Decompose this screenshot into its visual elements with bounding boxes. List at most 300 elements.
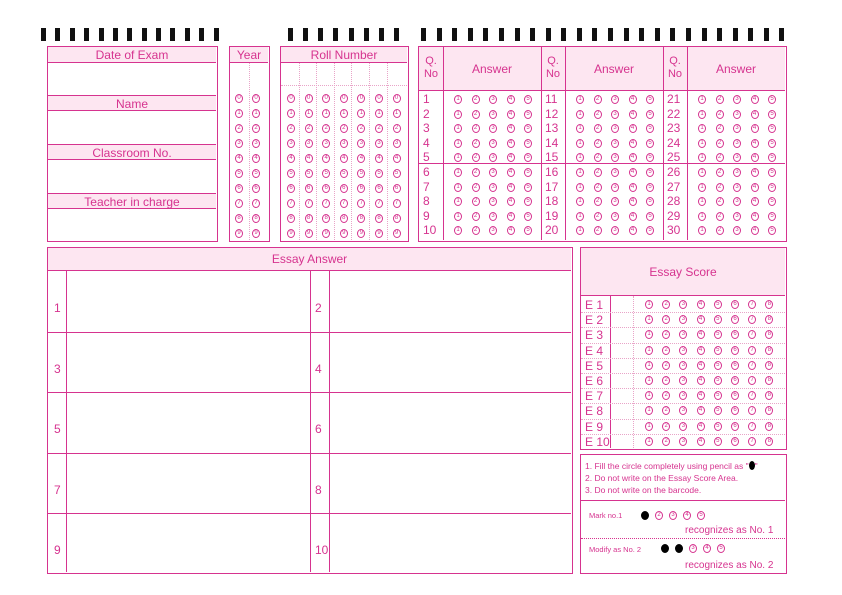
essay-score-bubble[interactable]: 1 — [645, 361, 653, 370]
roll-digit-bubble[interactable]: 0 — [375, 94, 383, 103]
answer-bubble[interactable]: 3 — [733, 197, 741, 206]
answer-bubble[interactable]: 1 — [454, 124, 462, 133]
roll-digit-bubble[interactable]: 5 — [322, 169, 330, 178]
essay-score-bubble[interactable]: 5 — [714, 300, 722, 309]
roll-digit-bubble[interactable]: 9 — [393, 229, 401, 238]
answer-bubble[interactable]: 1 — [576, 139, 584, 148]
roll-digit-bubble[interactable]: 3 — [305, 139, 313, 148]
year-digit-bubble[interactable]: 9 — [235, 229, 243, 238]
answer-bubble[interactable]: 2 — [472, 153, 480, 162]
essay-score-bubble[interactable]: 5 — [714, 315, 722, 324]
answer-bubble[interactable]: 5 — [646, 212, 654, 221]
answer-bubble[interactable]: 3 — [611, 212, 619, 221]
answer-bubble[interactable]: 4 — [507, 153, 515, 162]
answer-bubble[interactable]: 5 — [524, 139, 532, 148]
answer-bubble[interactable]: 2 — [716, 226, 724, 235]
roll-digit-bubble[interactable]: 6 — [322, 184, 330, 193]
essay-answer-field[interactable] — [67, 513, 309, 574]
essay-score-bubble[interactable]: 4 — [697, 361, 705, 370]
answer-bubble[interactable]: 4 — [507, 212, 515, 221]
answer-bubble[interactable]: 5 — [768, 153, 776, 162]
answer-bubble[interactable]: 2 — [594, 124, 602, 133]
answer-bubble[interactable]: 4 — [751, 212, 759, 221]
answer-bubble[interactable]: 3 — [489, 212, 497, 221]
roll-digit-bubble[interactable]: 0 — [340, 94, 348, 103]
roll-digit-bubble[interactable]: 7 — [375, 199, 383, 208]
answer-bubble[interactable]: 1 — [576, 197, 584, 206]
essay-score-bubble[interactable]: 1 — [645, 376, 653, 385]
roll-digit-bubble[interactable]: 7 — [287, 199, 295, 208]
essay-answer-field[interactable] — [67, 453, 309, 514]
example-bubble[interactable]: 5 — [717, 544, 725, 553]
roll-digit-bubble[interactable]: 4 — [340, 154, 348, 163]
answer-bubble[interactable]: 2 — [594, 153, 602, 162]
essay-score-bubble[interactable]: 7 — [748, 422, 756, 431]
essay-answer-field[interactable] — [330, 453, 572, 514]
essay-score-bubble[interactable]: 4 — [697, 346, 705, 355]
roll-digit-bubble[interactable]: 9 — [305, 229, 313, 238]
answer-bubble[interactable]: 4 — [629, 197, 637, 206]
essay-score-bubble[interactable]: 1 — [645, 300, 653, 309]
roll-digit-bubble[interactable]: 4 — [393, 154, 401, 163]
essay-score-bubble[interactable]: 6 — [731, 346, 739, 355]
essay-score-bubble[interactable]: 4 — [697, 437, 705, 446]
answer-bubble[interactable]: 3 — [733, 168, 741, 177]
essay-answer-field[interactable] — [67, 392, 309, 453]
answer-bubble[interactable]: 3 — [733, 183, 741, 192]
roll-digit-bubble[interactable]: 2 — [340, 124, 348, 133]
essay-score-bubble[interactable]: 5 — [714, 330, 722, 339]
answer-bubble[interactable]: 2 — [472, 197, 480, 206]
answer-bubble[interactable]: 5 — [646, 95, 654, 104]
answer-bubble[interactable]: 5 — [524, 212, 532, 221]
example-bubble[interactable]: 3 — [669, 511, 677, 520]
answer-bubble[interactable]: 3 — [489, 95, 497, 104]
roll-digit-bubble[interactable]: 4 — [357, 154, 365, 163]
essay-score-bubble[interactable]: 4 — [697, 300, 705, 309]
answer-bubble[interactable]: 4 — [629, 183, 637, 192]
roll-digit-bubble[interactable]: 3 — [393, 139, 401, 148]
year-digit-bubble[interactable]: 6 — [235, 184, 243, 193]
essay-score-bubble[interactable]: 6 — [731, 437, 739, 446]
answer-bubble[interactable]: 4 — [507, 183, 515, 192]
essay-score-bubble[interactable]: 2 — [662, 346, 670, 355]
answer-bubble[interactable]: 4 — [751, 124, 759, 133]
answer-bubble[interactable]: 1 — [454, 110, 462, 119]
answer-bubble[interactable]: 2 — [472, 226, 480, 235]
year-digit-bubble[interactable]: 7 — [252, 199, 260, 208]
essay-score-bubble[interactable]: 2 — [662, 422, 670, 431]
answer-bubble[interactable]: 5 — [768, 139, 776, 148]
answer-bubble[interactable]: 5 — [768, 183, 776, 192]
essay-score-bubble[interactable]: 4 — [697, 422, 705, 431]
roll-digit-bubble[interactable]: 2 — [393, 124, 401, 133]
roll-digit-bubble[interactable]: 8 — [305, 214, 313, 223]
answer-bubble[interactable]: 1 — [576, 183, 584, 192]
answer-bubble[interactable]: 5 — [646, 197, 654, 206]
answer-bubble[interactable]: 4 — [629, 153, 637, 162]
answer-bubble[interactable]: 1 — [576, 212, 584, 221]
example-bubble[interactable]: 3 — [689, 544, 697, 553]
essay-score-bubble[interactable]: 5 — [714, 346, 722, 355]
roll-digit-bubble[interactable]: 1 — [305, 109, 313, 118]
roll-digit-bubble[interactable]: 0 — [305, 94, 313, 103]
essay-score-bubble[interactable]: 6 — [731, 376, 739, 385]
answer-bubble[interactable]: 3 — [611, 197, 619, 206]
roll-digit-bubble[interactable]: 8 — [357, 214, 365, 223]
year-digit-bubble[interactable]: 0 — [252, 94, 260, 103]
roll-digit-bubble[interactable]: 6 — [340, 184, 348, 193]
essay-score-bubble[interactable]: 3 — [679, 437, 687, 446]
answer-bubble[interactable]: 4 — [507, 168, 515, 177]
example-bubble[interactable]: 2 — [655, 511, 663, 520]
answer-bubble[interactable]: 2 — [594, 226, 602, 235]
roll-digit-bubble[interactable]: 7 — [393, 199, 401, 208]
answer-bubble[interactable]: 5 — [646, 168, 654, 177]
answer-bubble[interactable]: 3 — [489, 139, 497, 148]
answer-bubble[interactable]: 3 — [611, 139, 619, 148]
answer-bubble[interactable]: 4 — [629, 95, 637, 104]
answer-bubble[interactable]: 5 — [646, 139, 654, 148]
answer-bubble[interactable]: 1 — [454, 197, 462, 206]
essay-score-bubble[interactable]: 6 — [731, 300, 739, 309]
answer-bubble[interactable]: 5 — [524, 110, 532, 119]
date-of-exam-field[interactable] — [48, 63, 216, 96]
essay-score-bubble[interactable]: 2 — [662, 391, 670, 400]
essay-score-bubble[interactable]: 3 — [679, 315, 687, 324]
essay-score-bubble[interactable]: 1 — [645, 437, 653, 446]
answer-bubble[interactable]: 3 — [611, 110, 619, 119]
roll-digit-bubble[interactable]: 7 — [340, 199, 348, 208]
essay-score-bubble[interactable]: 3 — [679, 346, 687, 355]
answer-bubble[interactable]: 4 — [507, 139, 515, 148]
year-digit-bubble[interactable]: 3 — [252, 139, 260, 148]
year-digit-bubble[interactable]: 4 — [252, 154, 260, 163]
essay-score-bubble[interactable]: 4 — [697, 330, 705, 339]
answer-bubble[interactable]: 5 — [768, 226, 776, 235]
answer-bubble[interactable]: 2 — [472, 168, 480, 177]
year-digit-bubble[interactable]: 1 — [252, 109, 260, 118]
answer-bubble[interactable]: 1 — [576, 153, 584, 162]
essay-score-bubble[interactable]: 3 — [679, 361, 687, 370]
example-bubble[interactable]: 4 — [683, 511, 691, 520]
answer-bubble[interactable]: 4 — [751, 95, 759, 104]
roll-digit-bubble[interactable]: 5 — [357, 169, 365, 178]
answer-bubble[interactable]: 2 — [716, 95, 724, 104]
classroom-field[interactable] — [48, 160, 216, 193]
answer-bubble[interactable]: 3 — [489, 168, 497, 177]
answer-bubble[interactable]: 1 — [576, 124, 584, 133]
essay-score-bubble[interactable]: 7 — [748, 346, 756, 355]
example-bubble[interactable]: 4 — [703, 544, 711, 553]
essay-score-bubble[interactable]: 4 — [697, 315, 705, 324]
roll-digit-bubble[interactable]: 2 — [305, 124, 313, 133]
answer-bubble[interactable]: 5 — [768, 95, 776, 104]
essay-score-bubble[interactable]: 5 — [714, 391, 722, 400]
essay-score-bubble[interactable]: 7 — [748, 391, 756, 400]
roll-digit-bubble[interactable]: 5 — [393, 169, 401, 178]
roll-digit-bubble[interactable]: 7 — [322, 199, 330, 208]
answer-bubble[interactable]: 5 — [524, 95, 532, 104]
essay-score-bubble[interactable]: 3 — [679, 300, 687, 309]
answer-bubble[interactable]: 5 — [524, 226, 532, 235]
answer-bubble[interactable]: 1 — [576, 110, 584, 119]
answer-bubble[interactable]: 2 — [472, 183, 480, 192]
answer-bubble[interactable]: 2 — [472, 110, 480, 119]
roll-digit-bubble[interactable]: 2 — [322, 124, 330, 133]
year-digit-bubble[interactable]: 3 — [235, 139, 243, 148]
essay-score-bubble[interactable]: 8 — [765, 315, 773, 324]
answer-bubble[interactable]: 3 — [611, 183, 619, 192]
roll-digit-bubble[interactable]: 3 — [322, 139, 330, 148]
essay-score-bubble[interactable]: 5 — [714, 376, 722, 385]
essay-score-bubble[interactable]: 1 — [645, 346, 653, 355]
answer-bubble[interactable]: 2 — [716, 110, 724, 119]
answer-bubble[interactable]: 2 — [594, 183, 602, 192]
roll-digit-bubble[interactable]: 9 — [287, 229, 295, 238]
year-digit-bubble[interactable]: 5 — [252, 169, 260, 178]
roll-digit-bubble[interactable]: 7 — [305, 199, 313, 208]
answer-bubble[interactable]: 2 — [594, 110, 602, 119]
answer-bubble[interactable]: 2 — [472, 124, 480, 133]
essay-score-bubble[interactable]: 2 — [662, 406, 670, 415]
roll-digit-bubble[interactable]: 0 — [287, 94, 295, 103]
essay-score-bubble[interactable]: 4 — [697, 406, 705, 415]
essay-score-bubble[interactable]: 8 — [765, 376, 773, 385]
essay-score-bubble[interactable]: 1 — [645, 422, 653, 431]
answer-bubble[interactable]: 3 — [489, 197, 497, 206]
year-digit-bubble[interactable]: 7 — [235, 199, 243, 208]
answer-bubble[interactable]: 5 — [524, 153, 532, 162]
roll-digit-bubble[interactable]: 5 — [287, 169, 295, 178]
answer-bubble[interactable]: 5 — [768, 212, 776, 221]
answer-bubble[interactable]: 4 — [507, 124, 515, 133]
answer-bubble[interactable]: 3 — [611, 153, 619, 162]
answer-bubble[interactable]: 1 — [698, 197, 706, 206]
essay-score-bubble[interactable]: 3 — [679, 330, 687, 339]
answer-bubble[interactable]: 5 — [646, 183, 654, 192]
answer-bubble[interactable]: 3 — [733, 226, 741, 235]
roll-digit-bubble[interactable]: 3 — [287, 139, 295, 148]
answer-bubble[interactable]: 2 — [716, 168, 724, 177]
answer-bubble[interactable]: 4 — [751, 197, 759, 206]
answer-bubble[interactable]: 3 — [733, 153, 741, 162]
roll-digit-bubble[interactable]: 0 — [393, 94, 401, 103]
answer-bubble[interactable]: 4 — [507, 226, 515, 235]
essay-score-bubble[interactable]: 8 — [765, 406, 773, 415]
example-bubble[interactable]: 5 — [697, 511, 705, 520]
essay-score-bubble[interactable]: 7 — [748, 300, 756, 309]
roll-digit-bubble[interactable]: 8 — [340, 214, 348, 223]
essay-score-bubble[interactable]: 2 — [662, 315, 670, 324]
essay-score-bubble[interactable]: 6 — [731, 406, 739, 415]
answer-bubble[interactable]: 1 — [454, 139, 462, 148]
roll-digit-bubble[interactable]: 8 — [322, 214, 330, 223]
answer-bubble[interactable]: 4 — [751, 153, 759, 162]
essay-score-bubble[interactable]: 5 — [714, 422, 722, 431]
essay-score-bubble[interactable]: 6 — [731, 361, 739, 370]
answer-bubble[interactable]: 4 — [507, 110, 515, 119]
roll-digit-bubble[interactable]: 6 — [375, 184, 383, 193]
roll-digit-bubble[interactable]: 3 — [340, 139, 348, 148]
example-bubble[interactable] — [661, 544, 669, 553]
answer-bubble[interactable]: 1 — [576, 226, 584, 235]
essay-score-bubble[interactable]: 8 — [765, 346, 773, 355]
essay-score-bubble[interactable]: 4 — [697, 376, 705, 385]
answer-bubble[interactable]: 4 — [751, 110, 759, 119]
essay-score-bubble[interactable]: 6 — [731, 391, 739, 400]
essay-score-bubble[interactable]: 3 — [679, 406, 687, 415]
year-digit-bubble[interactable]: 0 — [235, 94, 243, 103]
answer-bubble[interactable]: 3 — [489, 226, 497, 235]
year-digit-bubble[interactable]: 8 — [252, 214, 260, 223]
essay-score-bubble[interactable]: 6 — [731, 330, 739, 339]
essay-score-bubble[interactable]: 8 — [765, 361, 773, 370]
answer-bubble[interactable]: 5 — [768, 168, 776, 177]
answer-bubble[interactable]: 3 — [489, 153, 497, 162]
answer-bubble[interactable]: 3 — [733, 212, 741, 221]
roll-digit-bubble[interactable]: 1 — [287, 109, 295, 118]
essay-score-bubble[interactable]: 7 — [748, 437, 756, 446]
essay-score-bubble[interactable]: 5 — [714, 406, 722, 415]
answer-bubble[interactable]: 5 — [646, 124, 654, 133]
roll-digit-bubble[interactable]: 9 — [357, 229, 365, 238]
roll-digit-bubble[interactable]: 2 — [357, 124, 365, 133]
essay-score-bubble[interactable]: 3 — [679, 422, 687, 431]
roll-digit-bubble[interactable]: 8 — [393, 214, 401, 223]
roll-digit-bubble[interactable]: 3 — [375, 139, 383, 148]
answer-bubble[interactable]: 3 — [611, 168, 619, 177]
name-field[interactable] — [48, 111, 216, 144]
answer-bubble[interactable]: 5 — [768, 124, 776, 133]
roll-digit-bubble[interactable]: 6 — [305, 184, 313, 193]
answer-bubble[interactable]: 2 — [716, 183, 724, 192]
roll-digit-bubble[interactable]: 0 — [322, 94, 330, 103]
answer-bubble[interactable]: 1 — [576, 95, 584, 104]
answer-bubble[interactable]: 5 — [524, 168, 532, 177]
roll-digit-bubble[interactable]: 1 — [322, 109, 330, 118]
roll-digit-bubble[interactable]: 5 — [375, 169, 383, 178]
answer-bubble[interactable]: 1 — [698, 153, 706, 162]
answer-bubble[interactable]: 3 — [611, 124, 619, 133]
essay-score-bubble[interactable]: 7 — [748, 406, 756, 415]
answer-bubble[interactable]: 4 — [629, 226, 637, 235]
answer-bubble[interactable]: 5 — [768, 110, 776, 119]
roll-digit-bubble[interactable]: 6 — [357, 184, 365, 193]
essay-score-bubble[interactable]: 7 — [748, 361, 756, 370]
answer-bubble[interactable]: 3 — [489, 110, 497, 119]
essay-score-bubble[interactable]: 8 — [765, 300, 773, 309]
answer-bubble[interactable]: 1 — [698, 226, 706, 235]
essay-score-bubble[interactable]: 1 — [645, 330, 653, 339]
roll-digit-bubble[interactable]: 7 — [357, 199, 365, 208]
answer-bubble[interactable]: 4 — [751, 183, 759, 192]
year-digit-bubble[interactable]: 5 — [235, 169, 243, 178]
essay-answer-field[interactable] — [67, 332, 309, 393]
answer-bubble[interactable]: 2 — [716, 197, 724, 206]
answer-bubble[interactable]: 4 — [751, 139, 759, 148]
answer-bubble[interactable]: 1 — [698, 124, 706, 133]
answer-bubble[interactable]: 4 — [507, 95, 515, 104]
answer-bubble[interactable]: 4 — [629, 168, 637, 177]
answer-bubble[interactable]: 5 — [768, 197, 776, 206]
roll-digit-bubble[interactable]: 9 — [322, 229, 330, 238]
roll-digit-bubble[interactable]: 9 — [375, 229, 383, 238]
answer-bubble[interactable]: 3 — [733, 139, 741, 148]
answer-bubble[interactable]: 1 — [698, 95, 706, 104]
answer-bubble[interactable]: 2 — [594, 139, 602, 148]
answer-bubble[interactable]: 3 — [489, 183, 497, 192]
year-digit-bubble[interactable]: 8 — [235, 214, 243, 223]
answer-bubble[interactable]: 1 — [454, 168, 462, 177]
essay-score-bubble[interactable]: 1 — [645, 391, 653, 400]
answer-bubble[interactable]: 2 — [594, 95, 602, 104]
answer-bubble[interactable]: 2 — [716, 153, 724, 162]
answer-bubble[interactable]: 2 — [594, 212, 602, 221]
answer-bubble[interactable]: 3 — [733, 110, 741, 119]
answer-bubble[interactable]: 5 — [646, 110, 654, 119]
answer-bubble[interactable]: 4 — [629, 212, 637, 221]
answer-bubble[interactable]: 1 — [698, 110, 706, 119]
answer-bubble[interactable]: 2 — [716, 124, 724, 133]
year-digit-bubble[interactable]: 9 — [252, 229, 260, 238]
answer-bubble[interactable]: 1 — [454, 183, 462, 192]
essay-score-bubble[interactable]: 6 — [731, 422, 739, 431]
year-digit-bubble[interactable]: 2 — [235, 124, 243, 133]
answer-bubble[interactable]: 3 — [611, 95, 619, 104]
roll-digit-bubble[interactable]: 2 — [287, 124, 295, 133]
answer-bubble[interactable]: 3 — [611, 226, 619, 235]
answer-bubble[interactable]: 5 — [646, 226, 654, 235]
roll-digit-bubble[interactable]: 1 — [393, 109, 401, 118]
roll-digit-bubble[interactable]: 8 — [287, 214, 295, 223]
essay-score-bubble[interactable]: 8 — [765, 391, 773, 400]
answer-bubble[interactable]: 2 — [594, 197, 602, 206]
essay-score-bubble[interactable]: 6 — [731, 315, 739, 324]
essay-score-bubble[interactable]: 2 — [662, 376, 670, 385]
roll-digit-bubble[interactable]: 1 — [340, 109, 348, 118]
answer-bubble[interactable]: 4 — [629, 110, 637, 119]
essay-score-bubble[interactable]: 5 — [714, 437, 722, 446]
essay-score-bubble[interactable]: 7 — [748, 376, 756, 385]
answer-bubble[interactable]: 3 — [733, 124, 741, 133]
year-digit-bubble[interactable]: 4 — [235, 154, 243, 163]
answer-bubble[interactable]: 1 — [698, 139, 706, 148]
answer-bubble[interactable]: 4 — [507, 197, 515, 206]
roll-digit-bubble[interactable]: 4 — [322, 154, 330, 163]
essay-score-bubble[interactable]: 1 — [645, 315, 653, 324]
essay-score-bubble[interactable]: 7 — [748, 330, 756, 339]
roll-digit-bubble[interactable]: 5 — [340, 169, 348, 178]
essay-score-bubble[interactable]: 8 — [765, 422, 773, 431]
roll-digit-bubble[interactable]: 5 — [305, 169, 313, 178]
roll-digit-bubble[interactable]: 9 — [340, 229, 348, 238]
roll-digit-bubble[interactable]: 0 — [357, 94, 365, 103]
answer-bubble[interactable]: 4 — [751, 168, 759, 177]
answer-bubble[interactable]: 1 — [698, 168, 706, 177]
teacher-field[interactable] — [48, 209, 216, 240]
roll-digit-bubble[interactable]: 1 — [375, 109, 383, 118]
answer-bubble[interactable]: 1 — [576, 168, 584, 177]
essay-score-bubble[interactable]: 3 — [679, 376, 687, 385]
essay-answer-field[interactable] — [330, 392, 572, 453]
answer-bubble[interactable]: 1 — [454, 212, 462, 221]
essay-score-bubble[interactable]: 8 — [765, 437, 773, 446]
essay-answer-field[interactable] — [330, 271, 572, 332]
essay-score-bubble[interactable]: 3 — [679, 391, 687, 400]
answer-bubble[interactable]: 5 — [646, 153, 654, 162]
essay-answer-field[interactable] — [330, 332, 572, 393]
